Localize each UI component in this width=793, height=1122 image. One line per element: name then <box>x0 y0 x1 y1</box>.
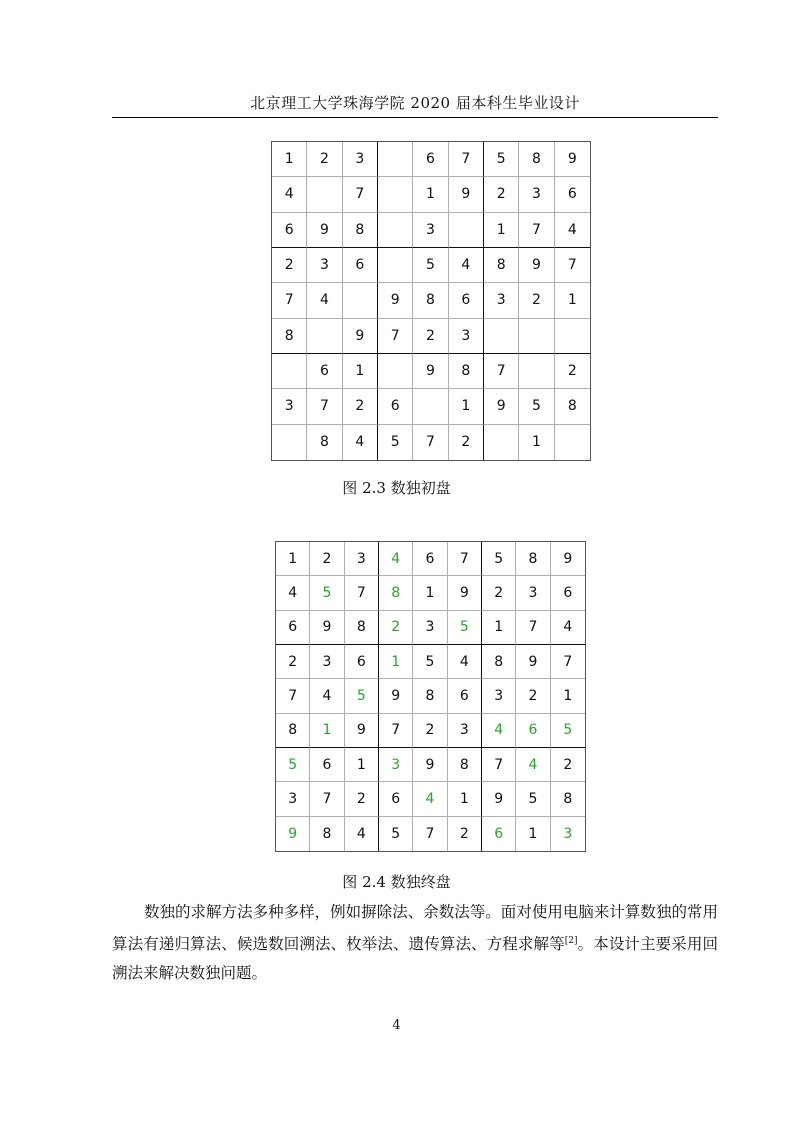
sudoku-cell: 4 <box>310 679 344 713</box>
sudoku-cell: 8 <box>482 645 516 679</box>
sudoku-cell: 3 <box>449 319 484 354</box>
body-paragraph <box>112 898 718 988</box>
sudoku-cell: 2 <box>379 611 413 645</box>
sudoku-cell: 5 <box>482 542 516 576</box>
sudoku-cell: 6 <box>310 748 344 782</box>
sudoku-cell: 1 <box>276 542 310 576</box>
page-number: 4 <box>392 1018 401 1033</box>
sudoku-cell <box>307 177 342 212</box>
sudoku-cell: 2 <box>413 319 448 354</box>
sudoku-cell: 1 <box>345 748 379 782</box>
sudoku-cell: 1 <box>482 611 516 645</box>
sudoku-cell: 4 <box>276 576 310 610</box>
figure-caption-initial: 图 2.3 数独初盘 <box>342 479 451 497</box>
sudoku-cell: 1 <box>272 142 307 177</box>
sudoku-cell: 9 <box>307 213 342 248</box>
sudoku-cell: 9 <box>413 748 447 782</box>
sudoku-cell: 6 <box>307 354 342 389</box>
paragraph-text-end: 。本设计主要采用回溯法来解决数独问题。 <box>112 935 718 982</box>
sudoku-cell: 5 <box>310 576 344 610</box>
citation-ref[interactable]: [2] <box>564 936 578 946</box>
sudoku-cell <box>272 425 307 460</box>
sudoku-cell: 9 <box>482 782 516 816</box>
sudoku-cell <box>519 319 554 354</box>
sudoku-cell: 8 <box>448 748 482 782</box>
sudoku-cell: 3 <box>379 748 413 782</box>
sudoku-cell: 1 <box>379 645 413 679</box>
sudoku-cell: 7 <box>519 213 554 248</box>
sudoku-cell: 5 <box>413 248 448 283</box>
sudoku-cell: 7 <box>307 389 342 424</box>
sudoku-cell: 8 <box>519 142 554 177</box>
sudoku-cell: 3 <box>345 542 379 576</box>
sudoku-cell: 9 <box>310 611 344 645</box>
sudoku-cell: 9 <box>276 817 310 851</box>
sudoku-cell: 9 <box>379 679 413 713</box>
sudoku-cell: 7 <box>516 611 550 645</box>
sudoku-cell: 7 <box>378 319 413 354</box>
sudoku-cell: 7 <box>448 542 482 576</box>
sudoku-cell: 3 <box>519 177 554 212</box>
sudoku-cell: 5 <box>516 782 550 816</box>
sudoku-cell: 2 <box>448 817 482 851</box>
sudoku-cell: 3 <box>516 576 550 610</box>
sudoku-cell: 4 <box>449 248 484 283</box>
sudoku-cell: 4 <box>272 177 307 212</box>
figure-caption-final: 图 2.4 数独终盘 <box>342 873 451 891</box>
sudoku-cell <box>555 319 590 354</box>
sudoku-cell <box>378 354 413 389</box>
sudoku-cell: 5 <box>519 389 554 424</box>
sudoku-cell: 6 <box>272 213 307 248</box>
sudoku-cell: 7 <box>482 748 516 782</box>
sudoku-cell <box>343 283 378 318</box>
sudoku-cell: 5 <box>484 142 519 177</box>
sudoku-cell: 9 <box>343 319 378 354</box>
sudoku-cell: 7 <box>413 817 447 851</box>
sudoku-cell: 6 <box>482 817 516 851</box>
sudoku-cell: 3 <box>310 645 344 679</box>
sudoku-cell: 1 <box>551 679 585 713</box>
sudoku-cell: 6 <box>379 782 413 816</box>
sudoku-cell: 2 <box>343 389 378 424</box>
sudoku-cell <box>378 248 413 283</box>
sudoku-cell: 5 <box>276 748 310 782</box>
sudoku-cell: 1 <box>519 425 554 460</box>
sudoku-cell: 9 <box>413 354 448 389</box>
sudoku-cell: 8 <box>555 389 590 424</box>
page-header: 北京理工大学珠海学院 2020 届本科生毕业设计 <box>250 94 580 112</box>
sudoku-cell: 9 <box>519 248 554 283</box>
sudoku-cell: 3 <box>307 248 342 283</box>
sudoku-cell: 3 <box>413 611 447 645</box>
sudoku-cell: 7 <box>310 782 344 816</box>
sudoku-cell: 2 <box>310 542 344 576</box>
sudoku-cell: 1 <box>413 576 447 610</box>
sudoku-cell: 6 <box>449 283 484 318</box>
sudoku-cell: 4 <box>516 748 550 782</box>
sudoku-cell <box>272 354 307 389</box>
sudoku-cell: 5 <box>379 817 413 851</box>
sudoku-cell: 6 <box>448 679 482 713</box>
sudoku-cell: 2 <box>519 283 554 318</box>
sudoku-cell: 4 <box>343 425 378 460</box>
sudoku-cell: 1 <box>555 283 590 318</box>
sudoku-cell: 1 <box>448 782 482 816</box>
sudoku-cell: 2 <box>555 354 590 389</box>
sudoku-initial-grid <box>271 141 591 461</box>
sudoku-cell: 8 <box>413 679 447 713</box>
sudoku-cell: 5 <box>413 645 447 679</box>
sudoku-cell <box>413 389 448 424</box>
sudoku-cell: 2 <box>516 679 550 713</box>
sudoku-cell: 9 <box>555 142 590 177</box>
sudoku-cell: 5 <box>448 611 482 645</box>
sudoku-cell <box>519 354 554 389</box>
sudoku-cell: 1 <box>413 177 448 212</box>
paragraph-text: 数独的求解方法多种多样，例如摒除法、余数法等。面对使用电脑来计算数独的常用算法有递归算法、候选数回溯法、枚举法、遗传算法、方程求解等 <box>112 903 718 953</box>
sudoku-cell: 9 <box>449 177 484 212</box>
sudoku-cell: 2 <box>413 714 447 748</box>
sudoku-final-grid <box>275 541 586 852</box>
sudoku-cell <box>378 177 413 212</box>
sudoku-cell: 2 <box>484 177 519 212</box>
sudoku-cell <box>555 425 590 460</box>
sudoku-cell: 8 <box>484 248 519 283</box>
sudoku-cell: 1 <box>484 213 519 248</box>
sudoku-cell: 1 <box>310 714 344 748</box>
sudoku-cell: 4 <box>413 782 447 816</box>
sudoku-cell: 1 <box>449 389 484 424</box>
sudoku-cell: 2 <box>307 142 342 177</box>
sudoku-cell <box>307 319 342 354</box>
sudoku-cell: 6 <box>345 645 379 679</box>
sudoku-cell: 3 <box>563 825 573 842</box>
sudoku-cell: 8 <box>307 425 342 460</box>
sudoku-cell: 1 <box>516 817 550 851</box>
sudoku-cell: 4 <box>555 213 590 248</box>
sudoku-cell: 3 <box>448 714 482 748</box>
sudoku-cell: 6 <box>516 714 550 748</box>
sudoku-cell: 4 <box>345 817 379 851</box>
sudoku-cell: 7 <box>379 714 413 748</box>
sudoku-cell: 8 <box>413 283 448 318</box>
sudoku-cell: 8 <box>310 817 344 851</box>
sudoku-cell: 1 <box>343 354 378 389</box>
sudoku-cell: 3 <box>484 283 519 318</box>
sudoku-cell: 3 <box>482 679 516 713</box>
sudoku-cell: 2 <box>272 248 307 283</box>
sudoku-cell: 3 <box>276 782 310 816</box>
sudoku-cell: 9 <box>448 576 482 610</box>
sudoku-cell: 9 <box>551 542 585 576</box>
sudoku-cell: 9 <box>516 645 550 679</box>
sudoku-cell: 8 <box>379 576 413 610</box>
sudoku-cell: 2 <box>482 576 516 610</box>
sudoku-cell: 6 <box>378 389 413 424</box>
sudoku-cell: 5 <box>551 714 585 748</box>
sudoku-cell: 9 <box>484 389 519 424</box>
sudoku-cell: 5 <box>378 425 413 460</box>
sudoku-cell: 6 <box>413 142 448 177</box>
sudoku-cell: 9 <box>345 714 379 748</box>
sudoku-cell: 3 <box>343 142 378 177</box>
sudoku-cell: 8 <box>345 611 379 645</box>
header-rule <box>112 117 718 118</box>
sudoku-cell: 6 <box>343 248 378 283</box>
sudoku-cell <box>449 213 484 248</box>
sudoku-cell: 7 <box>449 142 484 177</box>
sudoku-cell: 6 <box>276 611 310 645</box>
sudoku-cell: 4 <box>482 714 516 748</box>
sudoku-cell: 6 <box>551 576 585 610</box>
sudoku-cell: 7 <box>272 283 307 318</box>
sudoku-cell: 7 <box>484 354 519 389</box>
sudoku-cell: 7 <box>413 425 448 460</box>
sudoku-cell: 4 <box>551 611 585 645</box>
sudoku-cell: 9 <box>378 283 413 318</box>
sudoku-cell: 6 <box>413 542 447 576</box>
sudoku-cell: 3 <box>413 213 448 248</box>
sudoku-cell: 2 <box>345 782 379 816</box>
sudoku-cell: 8 <box>449 354 484 389</box>
sudoku-cell: 4 <box>379 542 413 576</box>
sudoku-cell: 7 <box>345 576 379 610</box>
sudoku-cell: 5 <box>345 679 379 713</box>
sudoku-cell <box>484 425 519 460</box>
sudoku-cell: 3 <box>272 389 307 424</box>
sudoku-cell: 4 <box>307 283 342 318</box>
sudoku-cell: 8 <box>343 213 378 248</box>
sudoku-cell: 7 <box>276 679 310 713</box>
sudoku-cell: 7 <box>343 177 378 212</box>
sudoku-cell: 6 <box>555 177 590 212</box>
sudoku-cell: 2 <box>551 748 585 782</box>
sudoku-cell: 7 <box>555 248 590 283</box>
sudoku-cell: 7 <box>551 645 585 679</box>
sudoku-cell: 8 <box>551 782 585 816</box>
sudoku-cell: 8 <box>272 319 307 354</box>
sudoku-cell <box>484 319 519 354</box>
sudoku-cell: 2 <box>276 645 310 679</box>
sudoku-cell <box>378 213 413 248</box>
sudoku-cell: 2 <box>449 425 484 460</box>
sudoku-cell: 8 <box>276 714 310 748</box>
sudoku-cell <box>378 142 413 177</box>
sudoku-cell: 4 <box>448 645 482 679</box>
sudoku-cell: 8 <box>516 542 550 576</box>
